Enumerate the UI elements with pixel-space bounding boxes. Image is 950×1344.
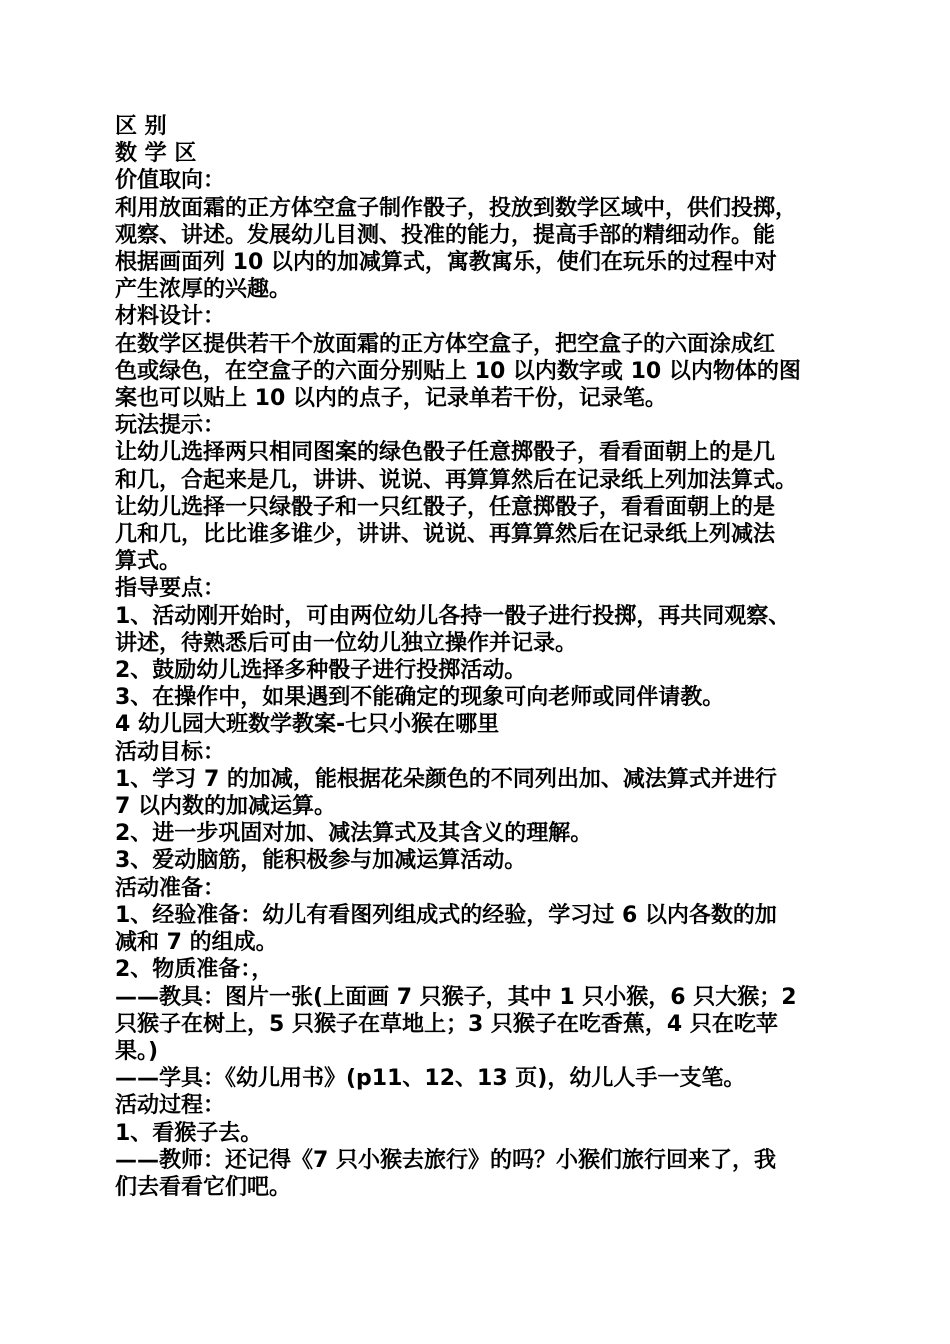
heading-guidance: 指导要点： — [115, 576, 226, 602]
list-item-line: 3、爱动脑筋，能积极参与加减运算活动。 — [115, 848, 527, 874]
list-item-line: 7 以内数的加减运算。 — [115, 794, 336, 820]
list-item-line: ——教具：图片一张(上面画 7 只猴子，其中 1 只小猴，6 只大猴；2 — [115, 984, 797, 1010]
document-body — [115, 113, 845, 1201]
paragraph-line: 让幼儿选择两只相同图案的绿色骰子任意掷骰子，看看面朝上的是几 — [115, 440, 776, 466]
list-item-line: 2、鼓励幼儿选择多种骰子进行投掷活动。 — [115, 658, 527, 684]
paragraph-line: 根据画面列 10 以内的加减算式，寓教寓乐，使们在玩乐的过程中对 — [115, 250, 777, 276]
lesson-title: 4 幼儿园大班数学教案-七只小猴在哪里 — [115, 712, 500, 738]
list-item-line: 2、进一步巩固对加、减法算式及其含义的理解。 — [115, 821, 593, 847]
section-subtitle: 数 学 区 — [115, 141, 197, 167]
heading-process: 活动过程： — [115, 1093, 226, 1119]
list-item-line: 2、物质准备：， — [115, 957, 274, 983]
list-item-line: 讲述，待熟悉后可由一位幼儿独立操作并记录。 — [115, 630, 578, 656]
list-item-line: 3、在操作中，如果遇到不能确定的现象可向老师或同伴请教。 — [115, 685, 725, 711]
list-item-line: ——教师：还记得《7 只小猴去旅行》的吗？小猴们旅行回来了，我 — [115, 1147, 776, 1173]
list-item-line: 只猴子在树上，5 只猴子在草地上；3 只猴子在吃香蕉，4 只在吃苹 — [115, 1011, 778, 1037]
paragraph-line: 算式。 — [115, 549, 182, 575]
paragraph-line: 案也可以贴上 10 以内的点子，记录单若干份，记录笔。 — [115, 386, 667, 412]
paragraph-line: 让幼儿选择一只绿骰子和一只红骰子，任意掷骰子，看看面朝上的是 — [115, 494, 776, 520]
paragraph-line: 和几，合起来是几，讲讲、说说、再算算然后在记录纸上列加法算式。 — [115, 467, 798, 493]
list-item-line: 1、看猴子去。 — [115, 1120, 263, 1146]
list-item-line: 果。) — [115, 1038, 159, 1064]
list-item-line: 们去看看它们吧。 — [115, 1174, 292, 1200]
paragraph-line: 几和几，比比谁多谁少，讲讲、说说、再算算然后在记录纸上列减法 — [115, 522, 776, 548]
heading-preparation: 活动准备： — [115, 875, 226, 901]
paragraph-line: 产生浓厚的兴趣。 — [115, 277, 292, 303]
list-item-line: 1、学习 7 的加减，能根据花朵颜色的不同列出加、减法算式并进行 — [115, 766, 777, 792]
heading-value: 价值取向： — [115, 168, 226, 194]
paragraph-line: 利用放面霜的正方体空盒子制作骰子，投放到数学区域中，供们投掷， — [115, 195, 798, 221]
list-item-line: 1、经验准备：幼儿有看图列组成式的经验，学习过 6 以内各数的加 — [115, 902, 777, 928]
paragraph-line: 观察、讲述。发展幼儿目测、投准的能力，提高手部的精细动作。能 — [115, 222, 776, 248]
list-item-line: ——学具：《幼儿用书》(p11、12、13 页)，幼儿人手一支笔。 — [115, 1066, 746, 1092]
list-item-line: 1、活动刚开始时，可由两位幼儿各持一骰子进行投掷，再共同观察、 — [115, 603, 791, 629]
heading-play-tips: 玩法提示： — [115, 413, 226, 439]
paragraph-line: 在数学区提供若干个放面霜的正方体空盒子，把空盒子的六面涂成红 — [115, 331, 776, 357]
paragraph-line: 色或绿色，在空盒子的六面分别贴上 10 以内数字或 10 以内物体的图 — [115, 358, 801, 384]
section-title: 区 别 — [115, 114, 167, 139]
list-item-line: 减和 7 的组成。 — [115, 930, 278, 956]
heading-materials: 材料设计： — [115, 304, 226, 330]
heading-goals: 活动目标： — [115, 739, 226, 765]
